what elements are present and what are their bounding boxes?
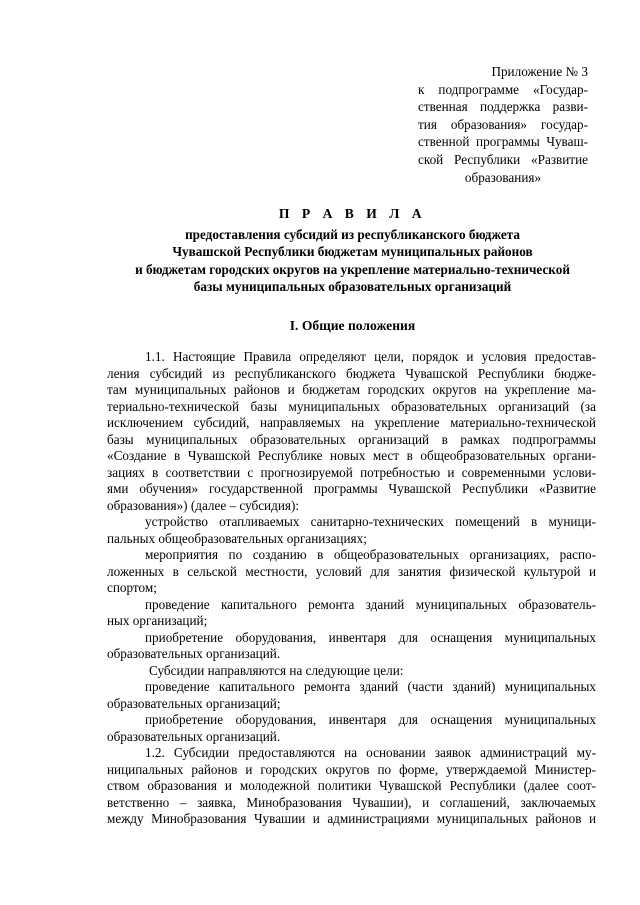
paragraph-line: образовательных организаций; <box>107 695 281 711</box>
appendix-line: ственной программы Чуваш- <box>418 134 588 150</box>
section-heading: I. Общие положения <box>289 318 416 333</box>
paragraph-line: образования») (далее – субсидия): <box>107 497 299 513</box>
paragraph-line: териально-технической базы муниципальных образовательных организаций (за <box>107 398 596 414</box>
paragraph-line: ством образования и молодежной политики Чувашской Республики (далее соот- <box>107 778 596 793</box>
paragraph-line: между Минобразования Чувашии и администрациями муниципальных районов и <box>107 811 596 826</box>
appendix-line: к подпрограмме «Государ- <box>418 81 588 97</box>
paragraph-line: базы муниципальных образовательных организаций в рамках подпрограммы <box>107 431 596 447</box>
body-text <box>107 349 596 828</box>
appendix-line: образования» <box>464 169 542 185</box>
paragraph-line: проведение капитального ремонта зданий (части зданий) муниципальных <box>145 679 596 694</box>
paragraph-line: ниципальных районов и городских округов по форме, утверждаемой Министер- <box>107 761 596 777</box>
paragraph-line: ных организаций; <box>107 613 208 628</box>
paragraph-line: устройство отапливаемых санитарно-технических помещений в муници- <box>145 514 596 529</box>
paragraph-line: спортом; <box>107 580 157 595</box>
title-line: предоставления субсидий из республиканского бюджета <box>185 226 520 242</box>
paragraph-line: 1.2. Субсидии предоставляются на основании заявок администраций му- <box>145 745 596 760</box>
paragraph-line: ления субсидий из республиканского бюджета Чувашской Республики бюдже- <box>107 365 596 381</box>
title-line: базы муниципальных образовательных организаций <box>193 279 512 295</box>
appendix-line: ственная поддержка разви- <box>418 99 588 115</box>
appendix-line: тия образования» государ- <box>418 116 588 132</box>
paragraph-line: Субсидии направляются на следующие цели: <box>149 662 404 678</box>
paragraph-line: проведение капитального ремонта зданий муниципальных образователь- <box>145 596 596 612</box>
document-title <box>95 205 610 296</box>
paragraph-line: «Создание в Чувашской Республике новых мест в общеобразовательных органи- <box>107 448 596 463</box>
paragraph-line: ями обучения» государственной программы Чувашской Республики «Развитие <box>107 481 596 496</box>
paragraph-line: зациях в соответствии с прогнозируемой потребностью и современными услови- <box>107 464 596 480</box>
appendix-line: ской Республики «Развитие <box>418 151 588 167</box>
title-heading: П Р А В И Л А <box>278 206 427 221</box>
title-line: Чувашской Республики бюджетам муниципальных районов <box>172 244 533 260</box>
title-line: и бюджетам городских округов на укрепление материально-технической <box>135 261 570 277</box>
paragraph-line: 1.1. Настоящие Правила определяют цели, порядок и условия предостав- <box>145 349 596 364</box>
paragraph-line: пальных общеобразовательных организациях; <box>107 530 367 546</box>
paragraph-line: там муниципальных районов и бюджетам городских округов на укрепление ма- <box>107 382 596 397</box>
paragraph-line: исключением субсидий, направляемых на укрепление материально-технической <box>107 415 596 430</box>
paragraph-line: ветственно – заявка, Минобразования Чувашии), и соглашений, заключаемых <box>107 794 596 810</box>
paragraph-line: приобретение оборудования, инвентаря для оснащения муниципальных <box>145 629 596 645</box>
appendix-note <box>418 63 588 186</box>
paragraph-line: образовательных организаций. <box>107 728 281 744</box>
appendix-line: Приложение № 3 <box>491 64 588 79</box>
paragraph-line: образовательных организаций. <box>107 646 281 661</box>
paragraph-line: приобретение оборудования, инвентаря для оснащения муниципальных <box>145 712 596 727</box>
paragraph-line: ложенных в сельской местности, условий для занятия физической культурой и <box>107 563 596 579</box>
paragraph-line: мероприятия по созданию в общеобразовательных организациях, распо- <box>145 547 596 562</box>
